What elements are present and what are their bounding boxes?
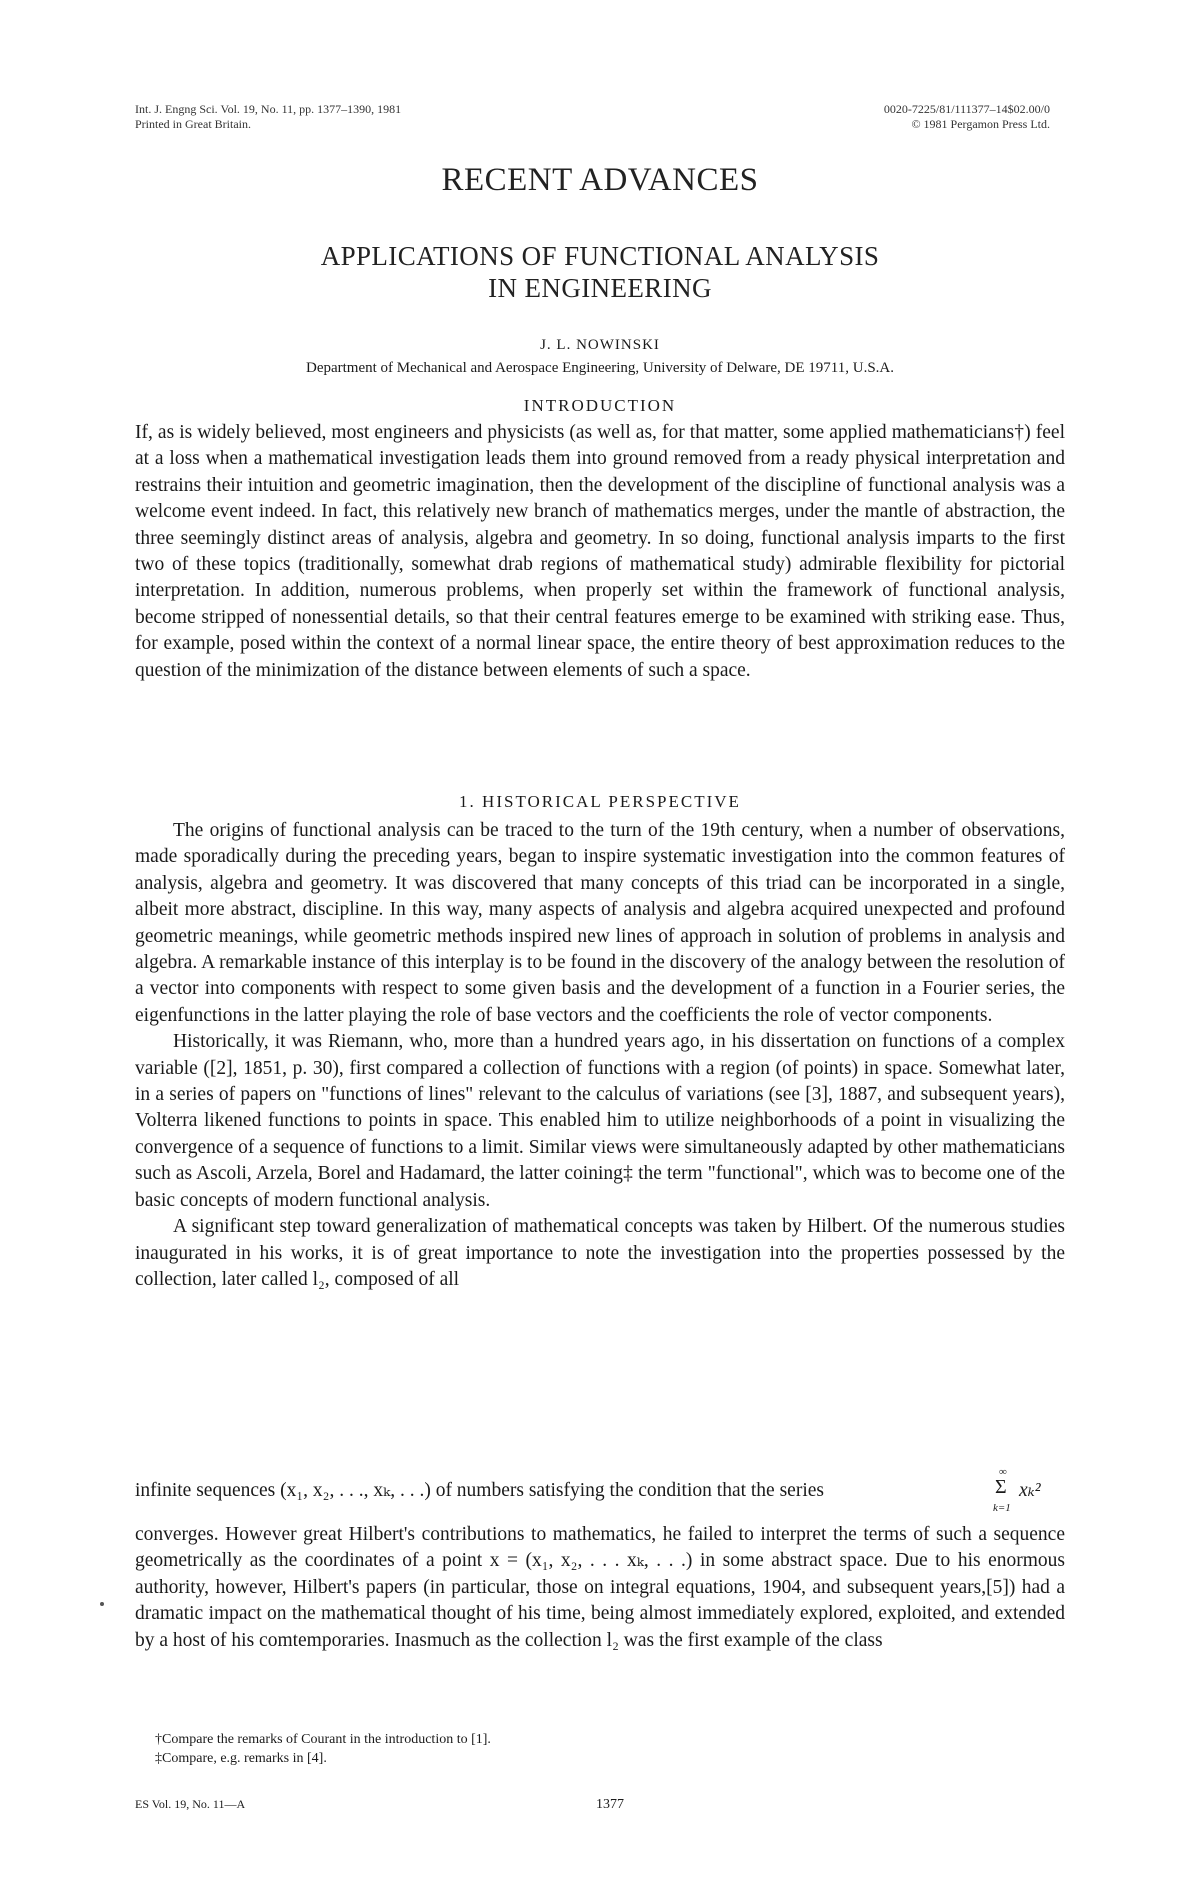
introduction-paragraph: If, as is widely believed, most engineers and physicists (as well as, for that matter, some applied mathematicians†) feel at a loss when a mathematical investigation leads them into ground removed from a ready physical interpretation and restrains their intuition and geometric imagination, then the development of the discipline of functional analysis was a welcome event indeed. In fact, this relatively new branch of mathematics merges, under the mantle of abstraction, the three seemingly distinct areas of analysis, algebra and geometry. In so doing, functional analysis imparts to the first two of these topics (traditionally, somewhat drab regions of mathematical study) admirable flexibility for pictorial interpretation. In addition, numerous problems, when properly set within the framework of functional analysis, become stripped of nonessential details, so that their central features emerge to be examined with striking ease. Thus, for example, posed within the context of a normal linear space, the entire theory of best approximation reduces to the question of the minimization of the distance between elements of such a space.: [135, 422, 1065, 681]
summation-upper-limit: ∞: [999, 1466, 1007, 1478]
summation-term: xₖ²: [1019, 1480, 1041, 1501]
author-affiliation: Department of Mechanical and Aerospace Engineering, University of Delware, DE 19711, U.S.A.: [305, 360, 894, 376]
footnotes: [155, 1730, 491, 1768]
journal-header-right: [884, 102, 1050, 132]
article-title-line-2: IN ENGINEERING: [488, 273, 712, 303]
series-condition-line: [135, 1468, 1065, 1520]
article-title-line-1: APPLICATIONS OF FUNCTIONAL ANALYSIS: [320, 241, 880, 271]
historical-perspective-heading: 1. HISTORICAL PERSPECTIVE: [459, 792, 741, 811]
historical-paragraph-3: A significant step toward generalization of mathematical concepts was taken by Hilbert. Of the numerous studies inaugurated in his works, it is of great importance to note the investigation into the properties possessed by the collection, later called l₂, composed of all: [135, 1216, 1065, 1290]
issn-code: 0020-7225/81/111377–14$02.00/0: [883, 102, 1050, 116]
summation-sigma: Σ: [995, 1476, 1007, 1498]
section-category-title: RECENT ADVANCES: [441, 162, 759, 198]
journal-header-left: [135, 102, 401, 132]
author-name: J. L. NOWINSKI: [540, 337, 660, 353]
margin-dot: [100, 1602, 104, 1606]
historical-paragraph-2: Historically, it was Riemann, who, more than a hundred years ago, in his dissertation on functions of a complex variable ([2], 1851, p. 30), first compared a collection of functions with a region (of points) in space. Somewhat later, in a series of papers on "functions of lines" relevant to the calculus of variations (see [3], 1887, and subsequent years), Volterra likened functions to points in space. This enabled him to utilize neighborhoods of a point in visualizing the convergence of a sequence of functions to a limit. Similar views were simultaneously adapted by other mathematicians such as Ascoli, Arzela, Borel and Hadamard, the latter coining‡ the term "functional", which was to become one of the basic concepts of modern functional analysis.: [135, 1031, 1065, 1211]
issue-reference: ES Vol. 19, No. 11—A: [135, 1797, 246, 1811]
page-number: 1377: [596, 1797, 624, 1812]
journal-citation: Int. J. Engng Sci. Vol. 19, No. 11, pp. 1377–1390, 1981: [135, 102, 402, 116]
printed-in: Printed in Great Britain.: [135, 117, 251, 131]
historical-paragraph-continuation: converges. However great Hilbert's contributions to mathematics, he failed to interpret the terms of such a sequence geometrically as the coordinates of a point x = (x₁, x₂, . . . xₖ, . . .) in some abstract space. Due to his enormous authority, however, Hilbert's papers (in particular, those on integral equations, 1904, and subsequent years,[5]) had a dramatic impact on the mathematical thought of his time, being almost immediately explored, exploited, and extended by a host of his comtemporaries. Inasmuch as the collection l₂ was the first example of the class: [135, 1524, 1065, 1651]
footnote-2: ‡Compare, e.g. remarks in [4].: [155, 1751, 327, 1766]
historical-paragraph-1: The origins of functional analysis can be traced to the turn of the 19th century, when a number of observations, made sporadically during the preceding years, began to inspire systematic investigation into the common features of analysis, algebra and geometry. It was discovered that many concepts of this triad can be incorporated in a single, albeit more abstract, discipline. In this way, many aspects of analysis and algebra acquired unexpected and profound geometric meanings, while geometric methods inspired new lines of approach in solution of problems in analysis and algebra. A remarkable instance of this interplay is to be found in the discovery of the analogy between the resolution of a vector into components with respect to some given basis and the development of a function in a Fourier series, the eigenfunctions in the latter playing the role of base vectors and the coefficients the role of vector components.: [135, 820, 1065, 1026]
summation-lower-limit: k=1: [993, 1502, 1011, 1514]
introduction-heading: INTRODUCTION: [523, 396, 677, 415]
historical-continuation: [135, 1522, 1065, 1654]
article-title: [0, 240, 1200, 304]
summation-formula: [993, 1468, 1061, 1518]
introduction-body: [135, 420, 1065, 684]
copyright-notice: © 1981 Pergamon Press Ltd.: [911, 117, 1050, 131]
series-condition-text: infinite sequences (x₁, x₂, . . ., xₖ, . . .) of numbers satisfying the condition that the series: [135, 1480, 824, 1501]
historical-perspective-body: [135, 818, 1065, 1293]
footnote-1: †Compare the remarks of Courant in the introduction to [1].: [155, 1732, 491, 1747]
